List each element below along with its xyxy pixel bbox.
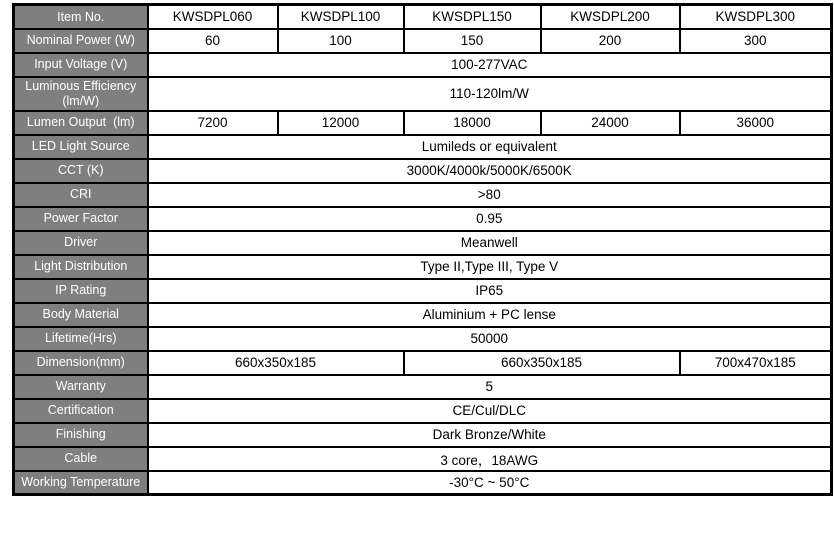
spec-cell: 3000K/4000k/5000K/6500K xyxy=(148,159,832,183)
spec-cell: KWSDPL100 xyxy=(278,5,404,29)
row-label: Luminous Efficiency (lm/W) xyxy=(14,77,148,111)
spec-cell: KWSDPL060 xyxy=(148,5,278,29)
spec-cell: CE/Cul/DLC xyxy=(148,399,832,423)
spec-cell: -30°C ~ 50°C xyxy=(148,471,832,495)
spec-cell: 100-277VAC xyxy=(148,53,832,77)
row-label: Finishing xyxy=(14,423,148,447)
row-label: LED Light Source xyxy=(14,135,148,159)
spec-cell: 700x470x185 xyxy=(680,351,832,375)
table-row xyxy=(14,77,832,111)
spec-cell: 5 xyxy=(148,375,832,399)
row-label: Item No. xyxy=(14,5,148,29)
spec-cell: 660x350x185 xyxy=(404,351,680,375)
spec-cell: 100 xyxy=(278,29,404,53)
spec-cell: IP65 xyxy=(148,279,832,303)
row-label: Body Material xyxy=(14,303,148,327)
table-row xyxy=(14,159,832,183)
table-row xyxy=(14,327,832,351)
spec-cell: 3 core，18AWG xyxy=(148,447,832,471)
table-row xyxy=(14,231,832,255)
spec-cell: 200 xyxy=(541,29,680,53)
spec-cell: 12000 xyxy=(278,111,404,135)
row-label: Certification xyxy=(14,399,148,423)
table-row xyxy=(14,303,832,327)
row-label: CRI xyxy=(14,183,148,207)
row-label: Lumen Output (lm) xyxy=(14,111,148,135)
table-row xyxy=(14,375,832,399)
spec-cell: Aluminium + PC lense xyxy=(148,303,832,327)
spec-cell: 36000 xyxy=(680,111,832,135)
spec-cell: 7200 xyxy=(148,111,278,135)
spec-sheet xyxy=(12,3,833,496)
table-row xyxy=(14,111,832,135)
spec-cell: Type II,Type III, Type V xyxy=(148,255,832,279)
spec-cell: 24000 xyxy=(541,111,680,135)
table-row xyxy=(14,255,832,279)
table-row xyxy=(14,53,832,77)
table-row xyxy=(14,423,832,447)
table-row xyxy=(14,29,832,53)
spec-table xyxy=(12,3,833,496)
row-label: Driver xyxy=(14,231,148,255)
spec-cell: 0.95 xyxy=(148,207,832,231)
row-label: CCT (K) xyxy=(14,159,148,183)
spec-cell: 300 xyxy=(680,29,832,53)
spec-table-body xyxy=(14,5,832,495)
spec-cell: KWSDPL300 xyxy=(680,5,832,29)
table-row xyxy=(14,351,832,375)
row-label: Dimension(mm) xyxy=(14,351,148,375)
spec-cell: 150 xyxy=(404,29,541,53)
table-row xyxy=(14,135,832,159)
table-row xyxy=(14,279,832,303)
spec-cell: Meanwell xyxy=(148,231,832,255)
table-row xyxy=(14,207,832,231)
row-label: Lifetime(Hrs) xyxy=(14,327,148,351)
spec-cell: KWSDPL150 xyxy=(404,5,541,29)
spec-cell: 50000 xyxy=(148,327,832,351)
row-label: Working Temperature xyxy=(14,471,148,495)
row-label: Input Voltage (V) xyxy=(14,53,148,77)
row-label: Power Factor xyxy=(14,207,148,231)
spec-cell: KWSDPL200 xyxy=(541,5,680,29)
spec-cell: 110-120lm/W xyxy=(148,77,832,111)
spec-cell: Lumileds or equivalent xyxy=(148,135,832,159)
spec-cell: 60 xyxy=(148,29,278,53)
table-row xyxy=(14,183,832,207)
row-label: Light Distribution xyxy=(14,255,148,279)
table-row xyxy=(14,447,832,471)
spec-cell: 660x350x185 xyxy=(148,351,404,375)
row-label: Warranty xyxy=(14,375,148,399)
row-label: IP Rating xyxy=(14,279,148,303)
spec-cell: 18000 xyxy=(404,111,541,135)
table-row xyxy=(14,5,832,29)
row-label: Cable xyxy=(14,447,148,471)
row-label: Nominal Power (W) xyxy=(14,29,148,53)
spec-cell: >80 xyxy=(148,183,832,207)
spec-cell: Dark Bronze/White xyxy=(148,423,832,447)
table-row xyxy=(14,399,832,423)
table-row xyxy=(14,471,832,495)
